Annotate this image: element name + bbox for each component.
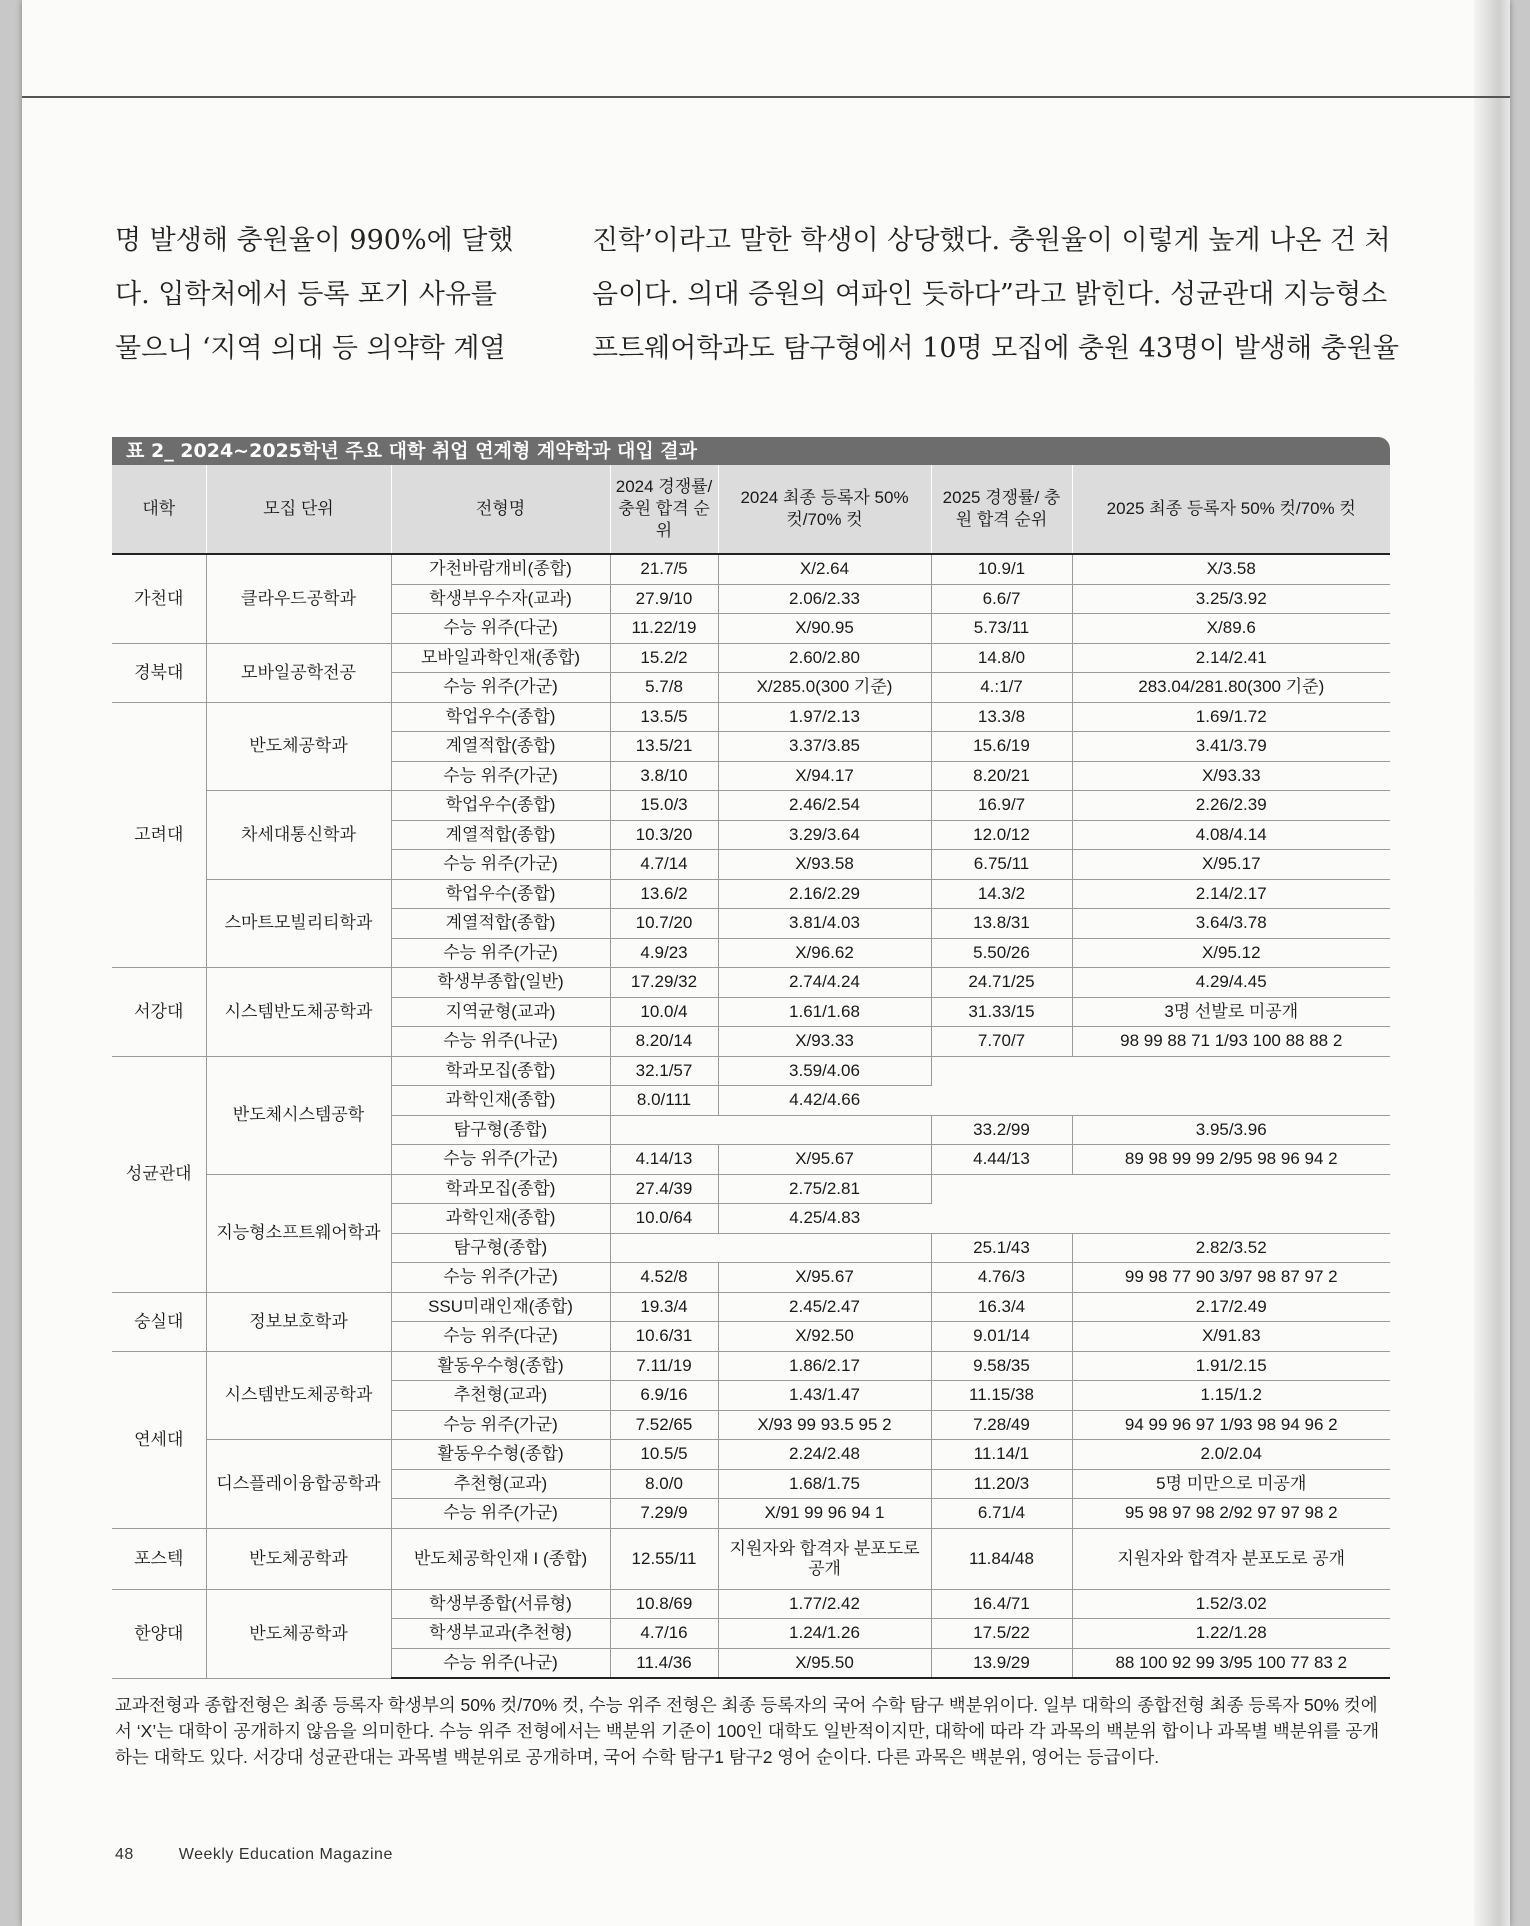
- body-line: 명 발생해 충원율이 990%에 달했: [115, 225, 514, 256]
- cell: 6.9/16: [610, 1381, 718, 1411]
- cell: 7.28/49: [931, 1410, 1072, 1440]
- cell: 12.55/11: [610, 1528, 718, 1589]
- cell: X/96.62: [718, 938, 931, 968]
- cell: 10.0/4: [610, 997, 718, 1027]
- cell: 수능 위주(가군): [391, 850, 610, 880]
- cell: X/95.12: [1072, 938, 1390, 968]
- cell: 계열적합(종합): [391, 732, 610, 762]
- cell: 활동우수형(종합): [391, 1440, 610, 1470]
- cell: 13.8/31: [931, 909, 1072, 939]
- cell: 수능 위주(가군): [391, 1263, 610, 1293]
- cell: 2.26/2.39: [1072, 791, 1390, 821]
- cell: 27.9/10: [610, 584, 718, 614]
- cell: 283.04/281.80(300 기준): [1072, 673, 1390, 703]
- table-row: [112, 1528, 1390, 1589]
- cell: 9.01/14: [931, 1322, 1072, 1352]
- cell: X/2.64: [718, 554, 931, 584]
- cell: 가천바람개비(종합): [391, 554, 610, 584]
- table-title: 표 2_ 2024~2025학년 주요 대학 취업 연계형 계약학과 대입 결과: [112, 437, 1390, 465]
- cell: 88 100 92 99 3/95 100 77 83 2: [1072, 1648, 1390, 1678]
- unit-cell: 반도체공학과: [206, 702, 391, 791]
- cell: 추천형(교과): [391, 1469, 610, 1499]
- cell: 8.0/111: [610, 1086, 718, 1116]
- cell: 95 98 97 98 2/92 97 97 98 2: [1072, 1499, 1390, 1529]
- cell: 10.7/20: [610, 909, 718, 939]
- table-row: [112, 643, 1390, 673]
- cell: 2.24/2.48: [718, 1440, 931, 1470]
- cell: 11.22/19: [610, 614, 718, 644]
- table-row: [112, 1589, 1390, 1619]
- cell: 13.3/8: [931, 702, 1072, 732]
- cell: X/93.58: [718, 850, 931, 880]
- cell: 활동우수형(종합): [391, 1351, 610, 1381]
- cell: 17.5/22: [931, 1619, 1072, 1649]
- cell: 10.3/20: [610, 820, 718, 850]
- cell: 모바일과학인재(종합): [391, 643, 610, 673]
- cell: 2.45/2.47: [718, 1292, 931, 1322]
- unit-cell: 정보보호학과: [206, 1292, 391, 1351]
- cell: 4.42/4.66: [718, 1086, 931, 1116]
- cell: 학생부교과(추천형): [391, 1619, 610, 1649]
- cell: 수능 위주(가군): [391, 673, 610, 703]
- empty-cell: [931, 1174, 1390, 1233]
- magazine-page: [22, 0, 1510, 1926]
- cell: 4.52/8: [610, 1263, 718, 1293]
- table-row: [112, 1292, 1390, 1322]
- cell: 31.33/15: [931, 997, 1072, 1027]
- cell: 8.0/0: [610, 1469, 718, 1499]
- cell: 13.5/21: [610, 732, 718, 762]
- cell: 11.84/48: [931, 1528, 1072, 1589]
- cell: 32.1/57: [610, 1056, 718, 1086]
- cell: 6.75/11: [931, 850, 1072, 880]
- cell: X/94.17: [718, 761, 931, 791]
- cell: X/95.67: [718, 1145, 931, 1175]
- cell: 1.86/2.17: [718, 1351, 931, 1381]
- cell: 17.29/32: [610, 968, 718, 998]
- cell: 학생부우수자(교과): [391, 584, 610, 614]
- cell: 2.82/3.52: [1072, 1233, 1390, 1263]
- cell: 5.7/8: [610, 673, 718, 703]
- cell: 계열적합(종합): [391, 820, 610, 850]
- cell: 3.8/10: [610, 761, 718, 791]
- table-row: [112, 1056, 1390, 1086]
- cell: 4.:1/7: [931, 673, 1072, 703]
- cell: 학업우수(종합): [391, 879, 610, 909]
- cell: 1.43/1.47: [718, 1381, 931, 1411]
- cell: 3.81/4.03: [718, 909, 931, 939]
- results-table: [112, 465, 1390, 1679]
- cell: X/3.58: [1072, 554, 1390, 584]
- cell: X/95.67: [718, 1263, 931, 1293]
- cell: 19.3/4: [610, 1292, 718, 1322]
- univ-cell: 숭실대: [112, 1292, 206, 1351]
- cell: 4.44/13: [931, 1145, 1072, 1175]
- header-type: 전형명: [391, 465, 610, 554]
- cell: 12.0/12: [931, 820, 1072, 850]
- empty-cell: [610, 1233, 931, 1263]
- cell: 13.5/5: [610, 702, 718, 732]
- cell: 수능 위주(가군): [391, 938, 610, 968]
- cell: 33.2/99: [931, 1115, 1072, 1145]
- cell: 4.29/4.45: [1072, 968, 1390, 998]
- cell: 5명 미만으로 미공개: [1072, 1469, 1390, 1499]
- header-unit: 모집 단위: [206, 465, 391, 554]
- body-line: 진학’이라고 말한 학생이 상당했다. 충원율이 이렇게 높게 나온 건 처: [592, 225, 1391, 256]
- header-2025-cut: 2025 최종 등록자 50% 컷/70% 컷: [1072, 465, 1390, 554]
- cell: 5.73/11: [931, 614, 1072, 644]
- cell: 1.15/1.2: [1072, 1381, 1390, 1411]
- header-rule: [22, 96, 1510, 98]
- header-2025-rate: 2025 경쟁률/ 충원 합격 순위: [931, 465, 1072, 554]
- cell: X/93 99 93.5 95 2: [718, 1410, 931, 1440]
- cell: 계열적합(종합): [391, 909, 610, 939]
- cell: 7.11/19: [610, 1351, 718, 1381]
- cell: 9.58/35: [931, 1351, 1072, 1381]
- cell: 2.17/2.49: [1072, 1292, 1390, 1322]
- table-body: [112, 554, 1390, 1678]
- cell: 5.50/26: [931, 938, 1072, 968]
- cell: 4.14/13: [610, 1145, 718, 1175]
- cell: 학생부종합(서류형): [391, 1589, 610, 1619]
- cell: 2.14/2.17: [1072, 879, 1390, 909]
- cell: 21.7/5: [610, 554, 718, 584]
- table-footnote: 교과전형과 종합전형은 최종 등록자 학생부의 50% 컷/70% 컷, 수능 위주 전형은 최종 등록자의 국어 수학 탐구 백분위이다. 일부 대학의 종합전형 최종 등록자 50% 컷에서 ‘X’는 대학이 공개하지 않음을 의미한다. 수능 위주 전형에서는 백분위 기준이 100인 대학도 일반적이지만, 대학에 따라 각 과목의 백분위 합이나 과목별 백분위를 공개하는 대학도 있다. 서강대 성균관대는 과목별 백분위로 공개하며, 국어 수학 탐구1 탐구2 영어 순이다. 다른 과목은 백분위, 영어는 등급이다.: [115, 1695, 1380, 1767]
- univ-cell: 서강대: [112, 968, 206, 1057]
- cell: 6.6/7: [931, 584, 1072, 614]
- cell: 14.8/0: [931, 643, 1072, 673]
- body-line: 음이다. 의대 증원의 여파인 듯하다”라고 밝힌다. 성균관대 지능형소: [592, 279, 1388, 310]
- cell: 98 99 88 71 1/93 100 88 88 2: [1072, 1027, 1390, 1057]
- univ-cell: 성균관대: [112, 1056, 206, 1292]
- cell: 15.2/2: [610, 643, 718, 673]
- cell: 수능 위주(다군): [391, 614, 610, 644]
- cell: 추천형(교과): [391, 1381, 610, 1411]
- cell: 4.7/16: [610, 1619, 718, 1649]
- cell: 8.20/14: [610, 1027, 718, 1057]
- body-line: 프트웨어학과도 탐구형에서 10명 모집에 충원 43명이 발생해 충원율: [592, 333, 1399, 364]
- cell: 3.37/3.85: [718, 732, 931, 762]
- cell: 13.9/29: [931, 1648, 1072, 1678]
- body-text-left: [115, 214, 555, 376]
- table-row: [112, 879, 1390, 909]
- cell: 10.0/64: [610, 1204, 718, 1234]
- unit-cell: 차세대통신학과: [206, 791, 391, 880]
- cell: 1.68/1.75: [718, 1469, 931, 1499]
- cell: 2.14/2.41: [1072, 643, 1390, 673]
- header-2024-cut: 2024 최종 등록자 50% 컷/70% 컷: [718, 465, 931, 554]
- table-row: [112, 1174, 1390, 1204]
- cell: 1.97/2.13: [718, 702, 931, 732]
- cell: 학생부종합(일반): [391, 968, 610, 998]
- unit-cell: 시스템반도체공학과: [206, 968, 391, 1057]
- cell: X/95.17: [1072, 850, 1390, 880]
- cell: 3.64/3.78: [1072, 909, 1390, 939]
- cell: 3명 선발로 미공개: [1072, 997, 1390, 1027]
- cell: 과학인재(종합): [391, 1204, 610, 1234]
- cell: 탐구형(종합): [391, 1233, 610, 1263]
- cell: 1.61/1.68: [718, 997, 931, 1027]
- magazine-name: Weekly Education Magazine: [178, 1846, 393, 1863]
- body-line: 다. 입학처에서 등록 포기 사유를: [115, 279, 497, 310]
- cell: 10.6/31: [610, 1322, 718, 1352]
- cell: X/285.0(300 기준): [718, 673, 931, 703]
- unit-cell: 반도체공학과: [206, 1528, 391, 1589]
- cell: 1.91/2.15: [1072, 1351, 1390, 1381]
- page-number: 48: [115, 1846, 134, 1863]
- cell: 수능 위주(가군): [391, 1145, 610, 1175]
- univ-cell: 연세대: [112, 1351, 206, 1528]
- cell: 11.20/3: [931, 1469, 1072, 1499]
- table-row: [112, 791, 1390, 821]
- table-row: [112, 554, 1390, 584]
- cell: 7.70/7: [931, 1027, 1072, 1057]
- empty-cell: [931, 1056, 1390, 1115]
- cell: 11.4/36: [610, 1648, 718, 1678]
- cell: 2.60/2.80: [718, 643, 931, 673]
- cell: SSU미래인재(종합): [391, 1292, 610, 1322]
- univ-cell: 한양대: [112, 1589, 206, 1678]
- cell: 16.9/7: [931, 791, 1072, 821]
- unit-cell: 반도체공학과: [206, 1589, 391, 1678]
- header-2024-rate: 2024 경쟁률/충원 합격 순위: [610, 465, 718, 554]
- empty-cell: [610, 1115, 931, 1145]
- cell: 15.6/19: [931, 732, 1072, 762]
- cell: 10.9/1: [931, 554, 1072, 584]
- cell: 94 99 96 97 1/93 98 94 96 2: [1072, 1410, 1390, 1440]
- cell: X/89.6: [1072, 614, 1390, 644]
- cell: 과학인재(종합): [391, 1086, 610, 1116]
- cell: 99 98 77 90 3/97 98 87 97 2: [1072, 1263, 1390, 1293]
- cell: 학업우수(종합): [391, 791, 610, 821]
- cell: 25.1/43: [931, 1233, 1072, 1263]
- body-line: 물으니 ‘지역 의대 등 의약학 계열: [115, 333, 506, 364]
- cell: 7.29/9: [610, 1499, 718, 1529]
- cell: 1.22/1.28: [1072, 1619, 1390, 1649]
- table-row: [112, 702, 1390, 732]
- cell: 10.8/69: [610, 1589, 718, 1619]
- unit-cell: 디스플레이융합공학과: [206, 1440, 391, 1529]
- cell: 반도체공학인재 I (종합): [391, 1528, 610, 1589]
- univ-cell: 가천대: [112, 554, 206, 643]
- cell: 학과모집(종합): [391, 1174, 610, 1204]
- cell: 1.52/3.02: [1072, 1589, 1390, 1619]
- cell: 7.52/65: [610, 1410, 718, 1440]
- cell: 13.6/2: [610, 879, 718, 909]
- cell: X/90.95: [718, 614, 931, 644]
- cell: 10.5/5: [610, 1440, 718, 1470]
- cell: 11.14/1: [931, 1440, 1072, 1470]
- cell: 24.71/25: [931, 968, 1072, 998]
- cell: 89 98 99 99 2/95 98 96 94 2: [1072, 1145, 1390, 1175]
- cell: 수능 위주(나군): [391, 1648, 610, 1678]
- cell: 수능 위주(다군): [391, 1322, 610, 1352]
- cell: 11.15/38: [931, 1381, 1072, 1411]
- cell: 3.41/3.79: [1072, 732, 1390, 762]
- unit-cell: 반도체시스템공학: [206, 1056, 391, 1174]
- cell: X/91 99 96 94 1: [718, 1499, 931, 1529]
- cell: 6.71/4: [931, 1499, 1072, 1529]
- cell: 학업우수(종합): [391, 702, 610, 732]
- cell: 2.16/2.29: [718, 879, 931, 909]
- cell: 8.20/21: [931, 761, 1072, 791]
- cell: 수능 위주(나군): [391, 1027, 610, 1057]
- cell: 수능 위주(가군): [391, 1499, 610, 1529]
- page-edge: [1474, 0, 1510, 1926]
- cell: 1.24/1.26: [718, 1619, 931, 1649]
- cell: X/93.33: [1072, 761, 1390, 791]
- table-row: [112, 1440, 1390, 1470]
- page-footer: [115, 1846, 433, 1864]
- cell: 2.06/2.33: [718, 584, 931, 614]
- cell: 수능 위주(가군): [391, 1410, 610, 1440]
- header-univ: 대학: [112, 465, 206, 554]
- cell: 2.75/2.81: [718, 1174, 931, 1204]
- cell: 16.3/4: [931, 1292, 1072, 1322]
- univ-cell: 고려대: [112, 702, 206, 968]
- cell: 4.9/23: [610, 938, 718, 968]
- cell: 16.4/71: [931, 1589, 1072, 1619]
- cell: 2.74/4.24: [718, 968, 931, 998]
- cell: 2.46/2.54: [718, 791, 931, 821]
- cell: 14.3/2: [931, 879, 1072, 909]
- cell: X/93.33: [718, 1027, 931, 1057]
- unit-cell: 시스템반도체공학과: [206, 1351, 391, 1440]
- cell: 지역균형(교과): [391, 997, 610, 1027]
- cell: 1.69/1.72: [1072, 702, 1390, 732]
- cell: 3.59/4.06: [718, 1056, 931, 1086]
- cell: 3.95/3.96: [1072, 1115, 1390, 1145]
- cell: 3.29/3.64: [718, 820, 931, 850]
- cell: 지원자와 합격자 분포도로 공개: [1072, 1528, 1390, 1589]
- cell: 2.0/2.04: [1072, 1440, 1390, 1470]
- cell: 1.77/2.42: [718, 1589, 931, 1619]
- cell: 4.25/4.83: [718, 1204, 931, 1234]
- unit-cell: 스마트모빌리티학과: [206, 879, 391, 968]
- cell: 4.76/3: [931, 1263, 1072, 1293]
- unit-cell: 지능형소프트웨어학과: [206, 1174, 391, 1292]
- cell: 4.08/4.14: [1072, 820, 1390, 850]
- cell: X/95.50: [718, 1648, 931, 1678]
- cell: 4.7/14: [610, 850, 718, 880]
- univ-cell: 경북대: [112, 643, 206, 702]
- cell: 학과모집(종합): [391, 1056, 610, 1086]
- unit-cell: 모바일공학전공: [206, 643, 391, 702]
- unit-cell: 클라우드공학과: [206, 554, 391, 643]
- cell: 수능 위주(가군): [391, 761, 610, 791]
- cell: 15.0/3: [610, 791, 718, 821]
- univ-cell: 포스텍: [112, 1528, 206, 1589]
- table-header-row: [112, 465, 1390, 554]
- table-row: [112, 968, 1390, 998]
- cell: 27.4/39: [610, 1174, 718, 1204]
- cell: X/91.83: [1072, 1322, 1390, 1352]
- cell: 지원자와 합격자 분포도로 공개: [718, 1528, 931, 1589]
- results-table-block: [112, 437, 1390, 1679]
- table-row: [112, 1351, 1390, 1381]
- cell: 탐구형(종합): [391, 1115, 610, 1145]
- body-text-right: [592, 214, 1412, 376]
- cell: 3.25/3.92: [1072, 584, 1390, 614]
- cell: X/92.50: [718, 1322, 931, 1352]
